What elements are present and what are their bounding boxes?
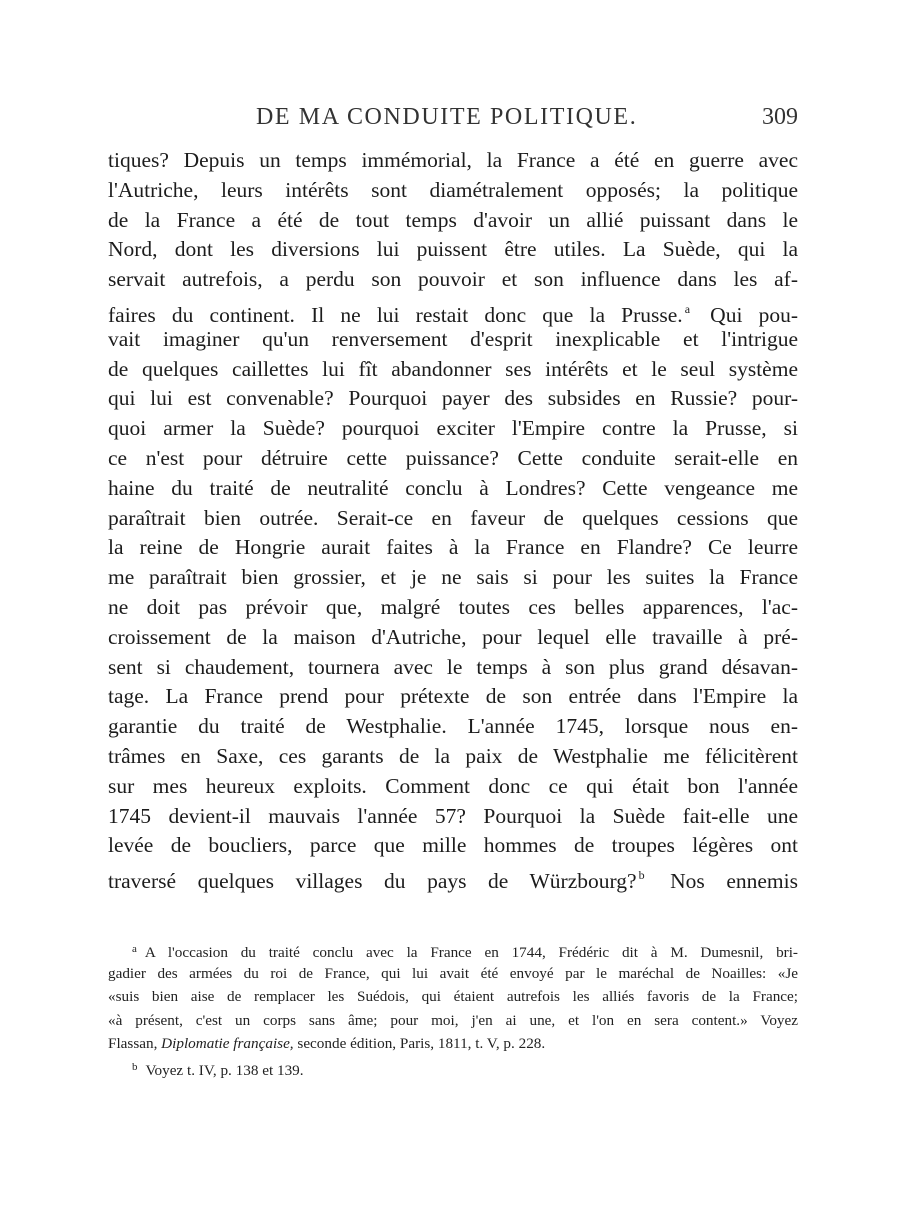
- page-number: 309: [762, 104, 798, 130]
- footnote-a-line: «suis bien aise de remplacer les Suédois, qui étaient autrefois les alliés favoris de la France;: [108, 988, 798, 1006]
- text-line: ce n'est pour détruire cette puissance? Cette conduite serait-elle en: [108, 445, 798, 470]
- text-line: 1745 devient-il mauvais l'année 57? Pourquoi la Suède fait-elle une: [108, 803, 798, 828]
- page-header: [108, 104, 798, 136]
- main-text: [108, 146, 798, 894]
- text-line: de la France a été de tout temps d'avoir un allié puissant dans le: [108, 207, 798, 232]
- text-line: tiques? Depuis un temps immémorial, la France a été en guerre avec: [108, 148, 798, 172]
- footnote-text: seconde édition, Paris, 1811, t. V, p. 228.: [297, 1035, 546, 1053]
- footnote-a-line: [108, 938, 798, 962]
- footnote-ref-b[interactable]: b: [638, 868, 645, 883]
- text-line: levée de boucliers, parce que mille hommes de troupes légères ont: [108, 833, 798, 858]
- text-line: quoi armer la Suède? pourquoi exciter l'Empire contre la Prusse, si: [108, 416, 798, 441]
- text-line: tage. La France prend pour prétexte de son entrée dans l'Empire la: [108, 684, 798, 709]
- text-segment: faires du continent. Il ne lui restait donc que la Prusse.: [108, 302, 683, 327]
- text-segment: Qui pou-: [710, 302, 798, 327]
- text-line: paraîtrait bien outrée. Serait-ce en faveur de quelques cessions que: [108, 505, 798, 530]
- footnote-text: Flassan,: [108, 1035, 158, 1053]
- text-line: sur mes heureux exploits. Comment donc ce qui était bon l'année: [108, 773, 798, 798]
- footnote-b-line: [108, 1056, 798, 1080]
- footnote-text: Voyez t. IV, p. 138 et 139.: [145, 1061, 304, 1079]
- text-line: croissement de la maison d'Autriche, pour lequel elle travaille à pré-: [108, 624, 798, 649]
- text-line: de quelques caillettes lui fît abandonner ses intérêts et le seul système: [108, 356, 798, 381]
- text-line: sent si chaudement, tournera avec le temps à son plus grand désavan-: [108, 654, 798, 679]
- text-line: l'Autriche, leurs intérêts sont diamétralement opposés; la politique: [108, 177, 798, 202]
- text-line: garantie du traité de Westphalie. L'année 1745, lorsque nous en-: [108, 714, 798, 739]
- text-line: Nord, dont les diversions lui puissent être utiles. La Suède, qui la: [108, 237, 798, 262]
- text-line: servait autrefois, a perdu son pouvoir et son influence dans les af-: [108, 267, 798, 292]
- text-line: [108, 861, 798, 894]
- footnote-a-line: «à présent, c'est un corps sans âme; pour moi, j'en ai une, et l'on en sera content.» Voyez: [108, 1011, 798, 1029]
- footnote-label-a: a: [132, 943, 137, 955]
- footnotes: [108, 938, 798, 1080]
- footnote-text: A l'occasion du traité conclu avec la France en 1744, Frédéric dit à M. Dumesnil, bri-: [144, 944, 798, 961]
- text-segment: traversé quelques villages du pays de Würzbourg?: [108, 869, 637, 894]
- running-title: DE MA CONDUITE POLITIQUE.: [256, 104, 638, 130]
- footnote-ref-a[interactable]: a: [684, 301, 691, 316]
- text-line: qui lui est convenable? Pourquoi payer des subsides en Russie? pour-: [108, 386, 798, 411]
- text-line: me paraîtrait bien grossier, et je ne sais si pour les suites la France: [108, 565, 798, 590]
- text-line: [108, 295, 798, 325]
- text-line: la reine de Hongrie aurait faites à la France en Flandre? Ce leurre: [108, 535, 798, 560]
- text-line: trâmes en Saxe, ces garants de la paix de Westphalie me félicitèrent: [108, 743, 798, 768]
- footnote-a-line: gadier des armées du roi de France, qui lui avait été envoyé par le maréchal de Noailles: «Je: [108, 964, 798, 982]
- footnote-label-b: b: [132, 1060, 138, 1073]
- footnote-a-line: [108, 1032, 798, 1056]
- text-line: haine du traité de neutralité conclu à Londres? Cette vengeance me: [108, 475, 798, 500]
- text-line: ne doit pas prévoir que, malgré toutes ces belles apparences, l'ac-: [108, 594, 798, 619]
- text-segment: Nos ennemis: [670, 869, 798, 894]
- book-title: Diplomatie française,: [161, 1035, 294, 1053]
- text-line: vait imaginer qu'un renversement d'esprit inexplicable et l'intrigue: [108, 326, 798, 351]
